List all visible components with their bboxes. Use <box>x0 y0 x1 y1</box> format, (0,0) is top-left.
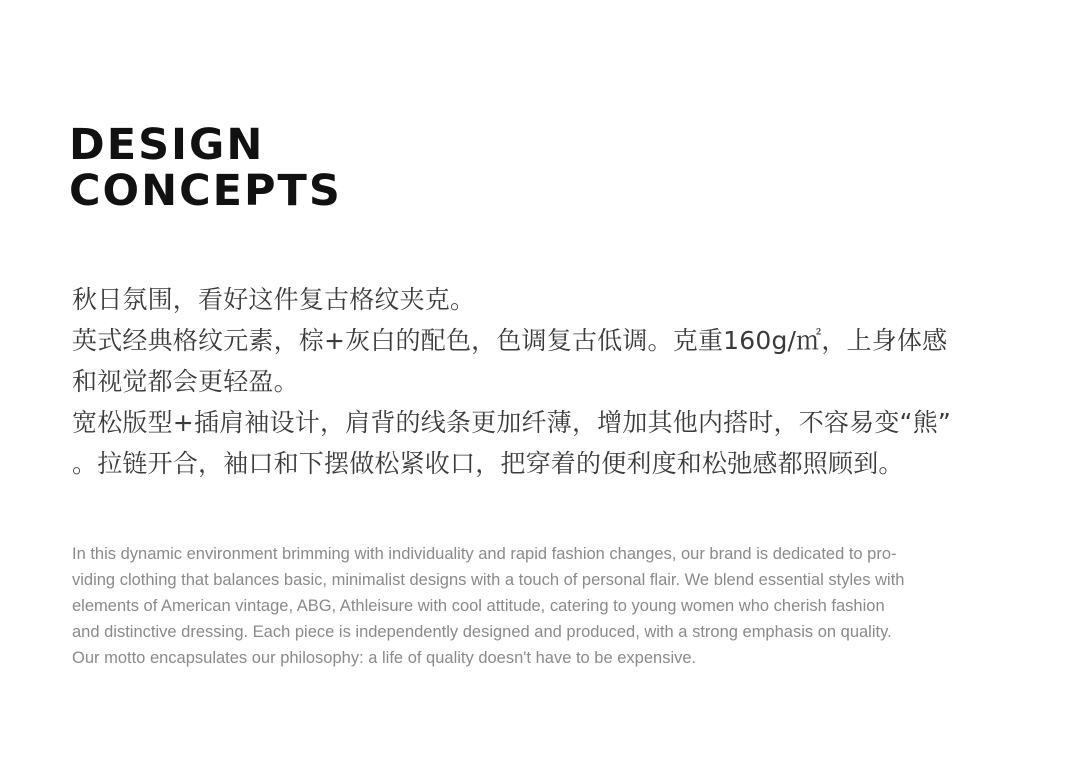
chinese-line: 秋日氛围，看好这件复古格纹夹克。 <box>72 285 476 314</box>
chinese-line: 宽松版型+插肩袖设计，肩背的线条更加纤薄，增加其他内搭时，不容易变“熊” <box>72 408 952 437</box>
title-line-1: DESIGN <box>69 120 265 170</box>
english-line: and distinctive dressing. Each piece is independently designed and produced, with a strong emphasis on quality. <box>72 623 892 641</box>
title-line-2: CONCEPTS <box>69 166 342 216</box>
chinese-description <box>72 279 1012 484</box>
english-line: Our motto encapsulates our philosophy: a life of quality doesn't have to be expensive. <box>72 649 697 667</box>
english-line: In this dynamic environment brimming with individuality and rapid fashion changes, our brand is dedicated to pro- <box>72 545 897 563</box>
english-line: viding clothing that balances basic, minimalist designs with a touch of personal flair. We blend essential styles with <box>72 571 905 589</box>
chinese-line: 。拉链开合，袖口和下摆做松紧收口，把穿着的便利度和松弛感都照顾到。 <box>72 449 904 478</box>
chinese-line: 英式经典格纹元素，棕+灰白的配色，色调复古低调。克重160g/㎡，上身体感 <box>72 326 948 355</box>
chinese-line: 和视觉都会更轻盈。 <box>72 367 299 396</box>
english-description <box>72 541 1012 671</box>
page-title <box>69 122 342 214</box>
english-line: elements of American vintage, ABG, Athleisure with cool attitude, catering to young women who cherish fashion <box>72 597 885 615</box>
